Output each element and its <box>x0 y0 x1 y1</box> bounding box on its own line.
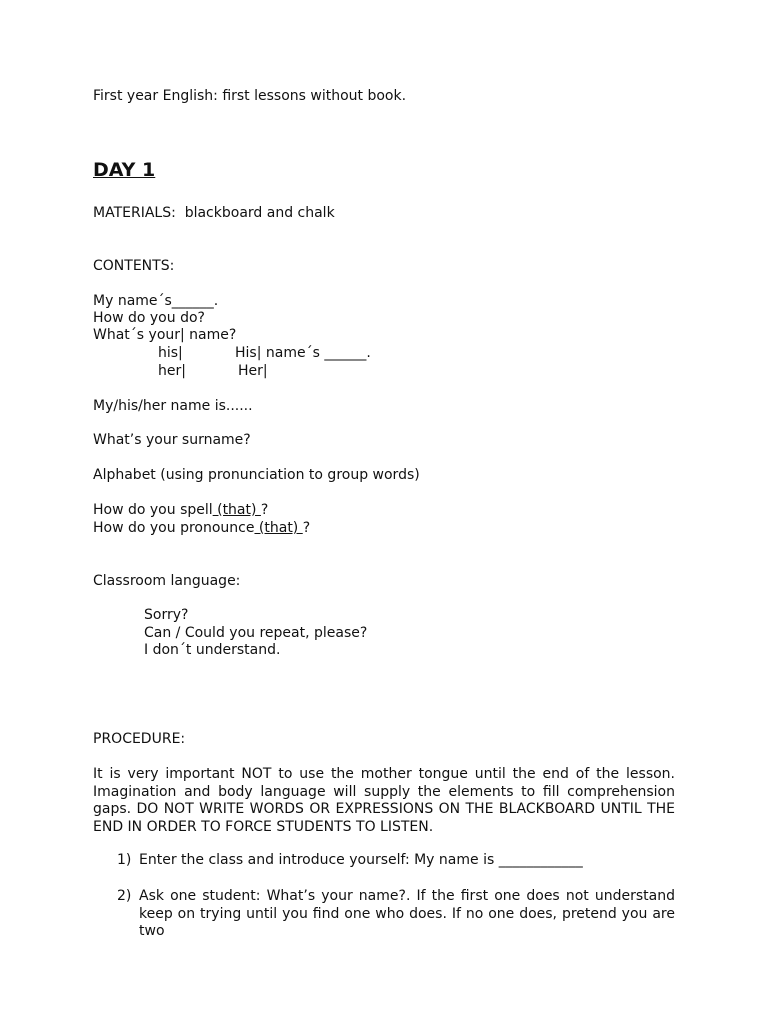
document-title: First year English: first lessons without book. <box>93 88 407 104</box>
contents-his: his| <box>158 345 183 361</box>
procedure-label: PROCEDURE: <box>93 731 186 747</box>
procedure-step-text: Enter the class and introduce yourself: My name is ____________ <box>139 852 583 868</box>
contents-line-alphabet: Alphabet (using pronunciation to group words) <box>93 467 420 483</box>
contents-label: CONTENTS: <box>93 258 175 274</box>
day-heading: DAY 1 <box>93 159 156 181</box>
contents-line-spell <box>93 502 268 519</box>
spell-that: (that) <box>212 502 261 518</box>
contents-line-my-his-her: My/his/her name is...... <box>93 398 253 414</box>
classroom-language-label: Classroom language: <box>93 573 241 589</box>
pronounce-suffix: ? <box>302 520 311 536</box>
pronounce-prefix: How do you pronounce <box>93 520 255 536</box>
classroom-item-sorry: Sorry? <box>144 607 189 623</box>
contents-his-name: His| name´s ______. <box>235 345 371 361</box>
classroom-item-understand: I don´t understand. <box>144 642 281 658</box>
spell-suffix: ? <box>260 502 269 518</box>
contents-line-surname: What’s your surname? <box>93 432 251 448</box>
procedure-intro: It is very important NOT to use the mother tongue until the end of the lesson. Imagination and body language will supply the elements to fill comprehension gaps. DO NOT WRITE WORDS OR EXPRESSIONS ON THE BLACKBOARD UNTIL THE END IN ORDER TO FORCE STUDENTS TO LISTEN. <box>93 766 675 835</box>
procedure-step-number: 2) <box>117 888 132 904</box>
procedure-step-number: 1) <box>117 852 132 868</box>
contents-her: her| <box>158 363 186 379</box>
spell-prefix: How do you spell <box>93 502 213 518</box>
classroom-item-repeat: Can / Could you repeat, please? <box>144 625 368 641</box>
contents-line-whats-your-name: What´s your| name? <box>93 327 237 343</box>
contents-her-name: Her| <box>238 363 268 379</box>
procedure-step-text: Ask one student: What’s your name?. If the first one does not understand keep on trying until you find one who does. If no one does, pretend you are two <box>139 888 675 939</box>
contents-line-how-do-you-do: How do you do? <box>93 310 205 326</box>
contents-line-my-name: My name´s______. <box>93 293 219 309</box>
contents-line-pronounce <box>93 520 310 537</box>
materials-line: MATERIALS: blackboard and chalk <box>93 205 335 221</box>
pronounce-that: (that) <box>254 520 303 536</box>
